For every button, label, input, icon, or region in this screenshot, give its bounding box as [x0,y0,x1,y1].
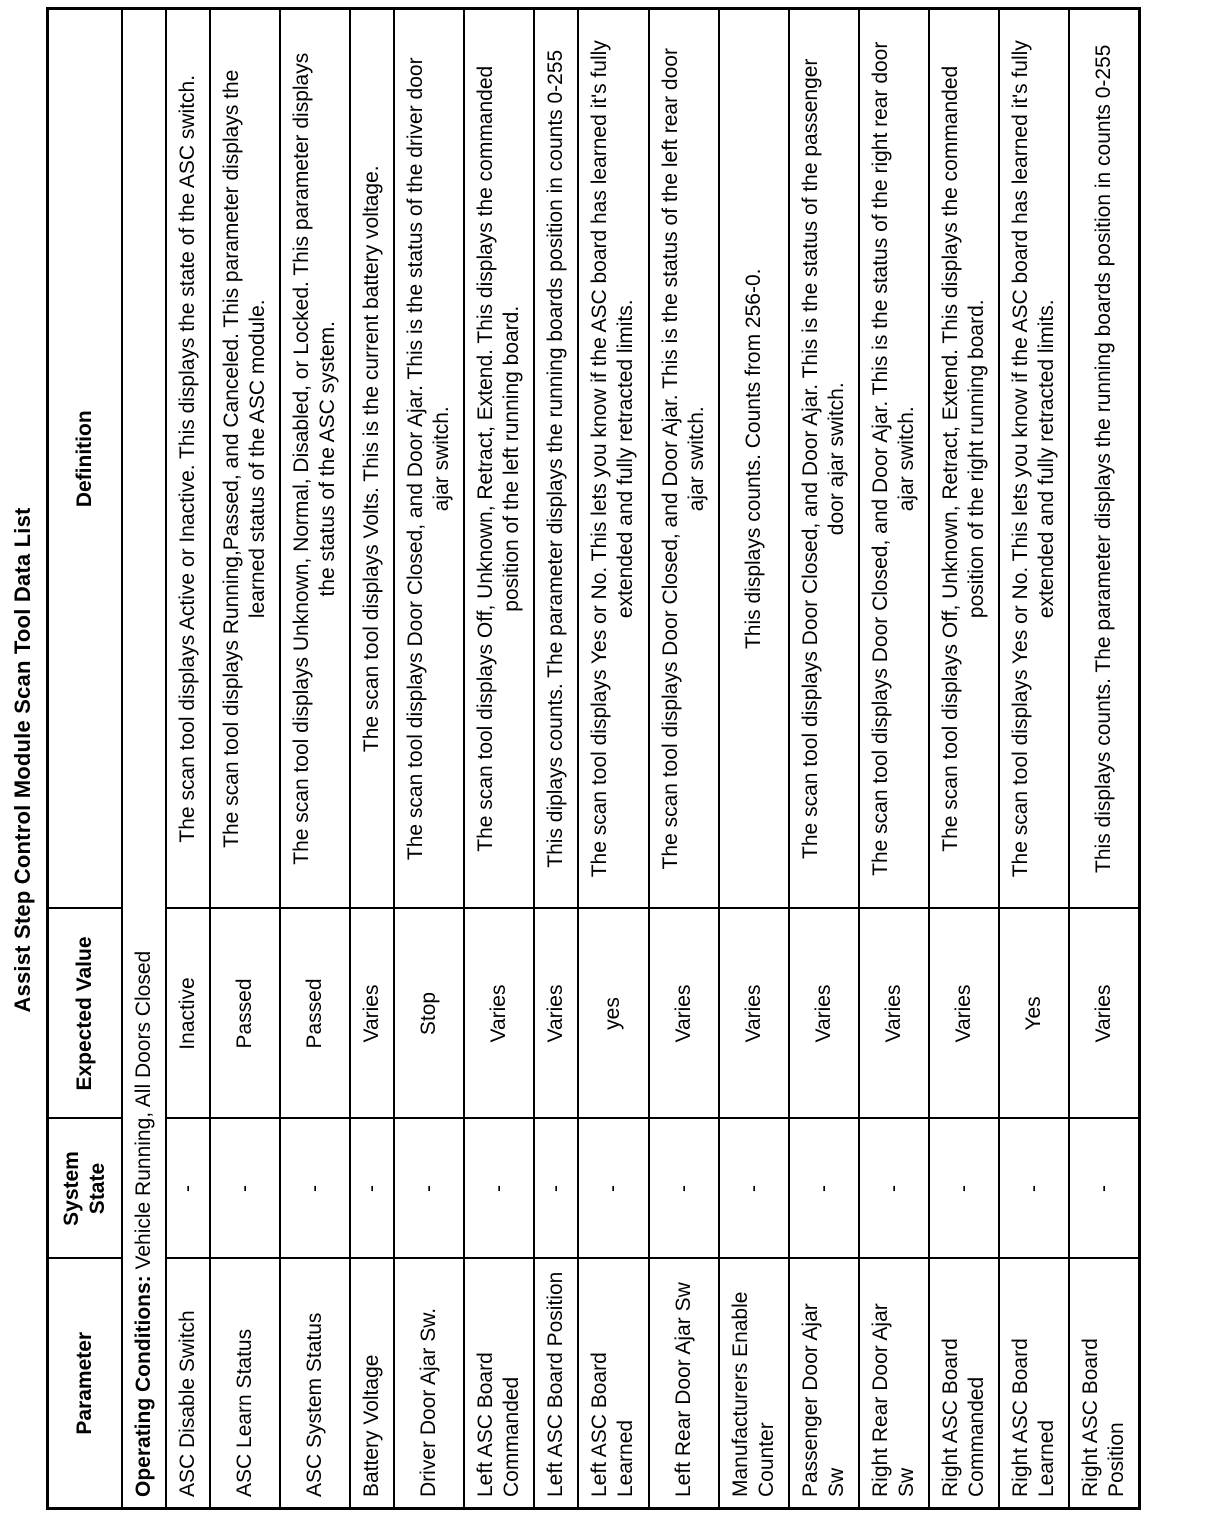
system-state-cell: - [1069,1119,1140,1259]
table-row [999,9,1069,1509]
expected-value-cell: Passed [210,909,280,1119]
table-body [122,9,1139,1509]
definition-cell: The scan tool displays Yes or No. This lets you know if the ASC board has learned it's fully extended and fully retracted limits. [578,9,648,909]
parameter-cell: Right ASC Board Learned [999,1259,1069,1509]
definition-cell: The scan tool displays Unknown, Normal, Disabled, or Locked. This parameter displays the status of the ASC system. [280,9,350,909]
system-state-cell: - [166,1119,210,1259]
table-row [210,9,280,1509]
system-state-cell: - [578,1119,648,1259]
system-state-cell: - [350,1119,394,1259]
expected-value-cell: Varies [464,909,534,1119]
header-definition: Definition [48,9,123,909]
parameter-cell: Right Rear Door Ajar Sw [859,1259,929,1509]
expected-value-cell: Varies [789,909,859,1119]
header-row [48,9,123,1509]
table-row [719,9,789,1509]
header-expected-value: Expected Value [48,909,123,1119]
parameter-cell: ASC System Status [280,1259,350,1509]
definition-cell: The scan tool displays Door Closed, and Door Ajar. This is the status of the driver door ajar switch. [394,9,464,909]
system-state-cell: - [210,1119,280,1259]
expected-value-cell: Varies [534,909,578,1119]
definition-cell: The scan tool displays Off, Unknown, Retract, Extend. This displays the commanded position of the right running board. [929,9,999,909]
system-state-cell: - [929,1119,999,1259]
operating-conditions-row [122,9,166,1509]
definition-cell: The scan tool displays Door Closed, and Door Ajar. This is the status of the right rear door ajar switch. [859,9,929,909]
expected-value-cell: Stop [394,909,464,1119]
definition-cell: This diplays counts. The parameter displays the running boards position in counts 0-255 [534,9,578,909]
parameter-cell: Right ASC Board Commanded [929,1259,999,1509]
table-row [859,9,929,1509]
parameter-cell: Left ASC Board Commanded [464,1259,534,1509]
definition-cell: The scan tool displays Running,Passed, and Canceled. This parameter displays the learned status of the ASC module. [210,9,280,909]
parameter-cell: Right ASC Board Position [1069,1259,1140,1509]
operating-conditions-label: Operating Conditions: [132,1275,156,1497]
expected-value-cell: Varies [929,909,999,1119]
system-state-cell: - [999,1119,1069,1259]
table-row [534,9,578,1509]
system-state-cell: - [534,1119,578,1259]
parameter-cell: ASC Disable Switch [166,1259,210,1509]
system-state-cell: - [859,1119,929,1259]
system-state-cell: - [789,1119,859,1259]
header-system-state: System State [48,1119,123,1259]
table-row [394,9,464,1509]
parameter-cell: ASC Learn Status [210,1259,280,1509]
expected-value-cell: Varies [859,909,929,1119]
table-row [789,9,859,1509]
definition-cell: This displays counts. The parameter displays the running boards position in counts 0-255 [1069,9,1140,909]
parameter-cell: Manufacturers Enable Counter [719,1259,789,1509]
table-row [280,9,350,1509]
table-row [464,9,534,1509]
system-state-cell: - [719,1119,789,1259]
expected-value-cell: Passed [280,909,350,1119]
table-row [1069,9,1140,1509]
system-state-cell: - [649,1119,719,1259]
expected-value-cell: Varies [350,909,394,1119]
definition-cell: The scan tool displays Yes or No. This lets you know if the ASC board has learned it's fully extended and fully retracted limits. [999,9,1069,909]
definition-cell: The scan tool displays Door Closed, and Door Ajar. This is the status of the left rear door ajar switch. [649,9,719,909]
scan-tool-data-table [46,7,1141,1510]
definition-cell: The scan tool displays Active or Inactive. This displays the state of the ASC switch. [166,9,210,909]
parameter-cell: Left ASC Board Learned [578,1259,648,1509]
expected-value-cell: Inactive [166,909,210,1119]
table-row [166,9,210,1509]
definition-cell: This displays counts. Counts from 256-0. [719,9,789,909]
page-title: Assist Step Control Module Scan Tool Data List [10,507,35,1013]
operating-conditions-cell [122,9,166,1509]
table-row [350,9,394,1509]
system-state-cell: - [464,1119,534,1259]
definition-cell: The scan tool displays Off, Unknown, Retract, Extend. This displays the commanded position of the left running board. [464,9,534,909]
parameter-cell: Driver Door Ajar Sw. [394,1259,464,1509]
operating-conditions-text: Vehicle Running, All Doors Closed [132,950,156,1276]
definition-cell: The scan tool displays Volts. This is the current battery voltage. [350,9,394,909]
expected-value-cell: Varies [649,909,719,1119]
parameter-cell: Passenger Door Ajar Sw [789,1259,859,1509]
parameter-cell: Left Rear Door Ajar Sw [649,1259,719,1509]
header-parameter: Parameter [48,1259,123,1509]
expected-value-cell: Varies [719,909,789,1119]
parameter-cell: Left ASC Board Position [534,1259,578,1509]
parameter-cell: Battery Voltage [350,1259,394,1509]
expected-value-cell: Varies [1069,909,1140,1119]
table-row [649,9,719,1509]
system-state-cell: - [280,1119,350,1259]
definition-cell: The scan tool displays Door Closed, and Door Ajar. This is the status of the passenger door ajar switch. [789,9,859,909]
table-row [929,9,999,1509]
table-row [578,9,648,1509]
expected-value-cell: Yes [999,909,1069,1119]
expected-value-cell: yes [578,909,648,1119]
system-state-cell: - [394,1119,464,1259]
